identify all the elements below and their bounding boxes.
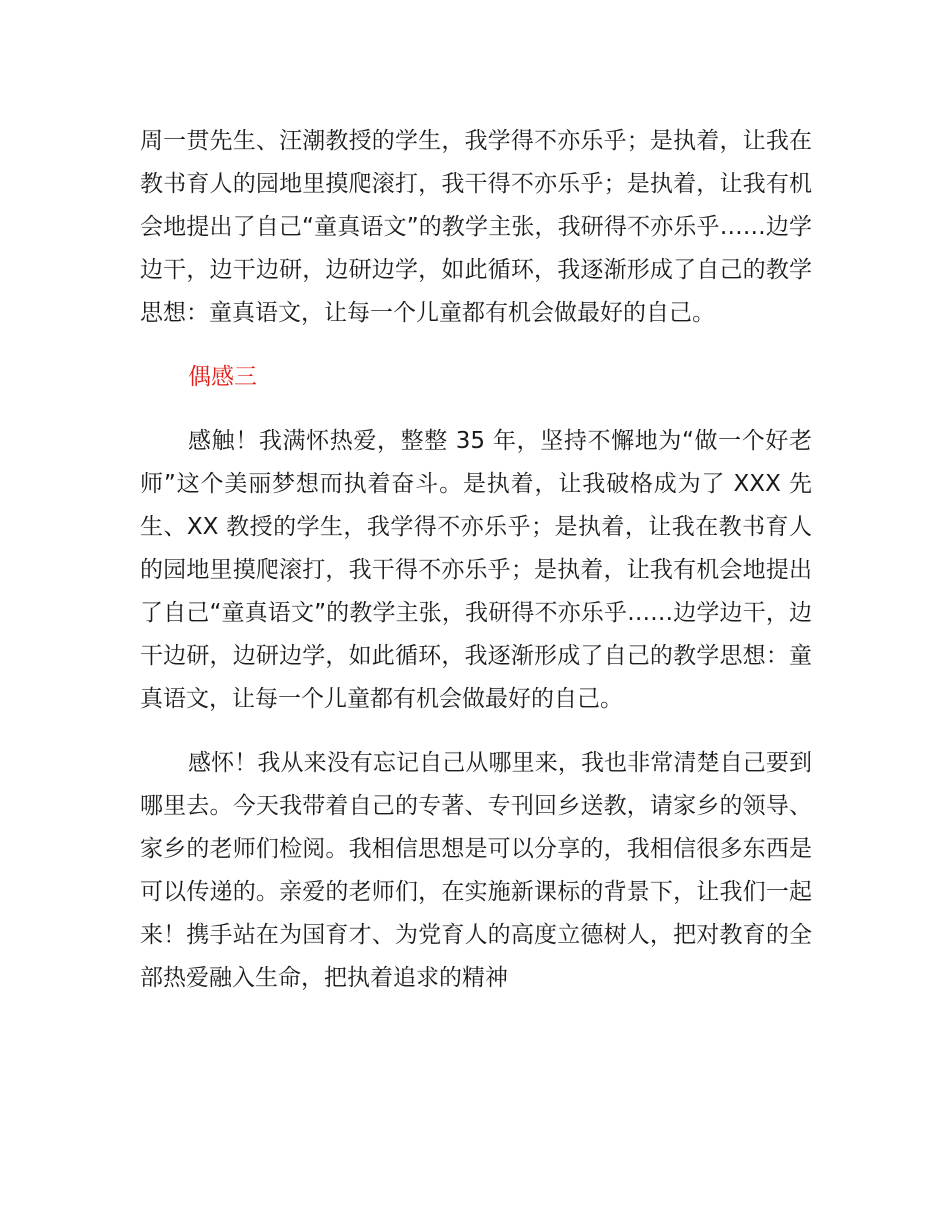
section-heading: 偶感三 — [188, 364, 257, 390]
paragraph-gap — [140, 721, 812, 742]
document-body — [140, 120, 812, 1000]
paragraph-gap — [140, 335, 812, 356]
paragraph-reflection: 感怀！我从来没有忘记自己从哪里来，我也非常清楚自己要到哪里去。今天我带着自己的专著、专刊回乡送教，请家乡的领导、家乡的老师们检阅。我相信思想是可以分享的，我相信很多东西是可以传递的。亲爱的老师们，在实施新课标的背景下，让我们一起来！携手站在为国育才、为党育人的高度立德树人，把对教育的全部热爱融入生命，把执着追求的精神 — [140, 750, 812, 991]
paragraph-touch: 感触！我满怀热爱，整整 35 年，坚持不懈地为“做一个好老师”这个美丽梦想而执着奋斗。是执着，让我破格成为了 XXX 先生、XX 教授的学生，我学得不亦乐乎；是执着，让我在教书育人的园地里摸爬滚打，我干得不亦乐乎；是执着，让我有机会地提出了自己“童真语文”的教学主张，我研得不亦乐乎……边学边干，边干边研，边研边学，如此循环，我逐渐形成了自己的教学思想：童真语文，让每一个儿童都有机会做最好的自己。 — [140, 428, 812, 712]
paragraph-continued: 周一贯先生、汪潮教授的学生，我学得不亦乐乎；是执着，让我在教书育人的园地里摸爬滚打，我干得不亦乐乎；是执着，让我有机会地提出了自己“童真语文”的教学主张，我研得不亦乐乎……边学边干，边干边研，边研边学，如此循环，我逐渐形成了自己的教学思想：童真语文，让每一个儿童都有机会做最好的自己。 — [140, 128, 812, 326]
paragraph-gap — [140, 399, 812, 420]
